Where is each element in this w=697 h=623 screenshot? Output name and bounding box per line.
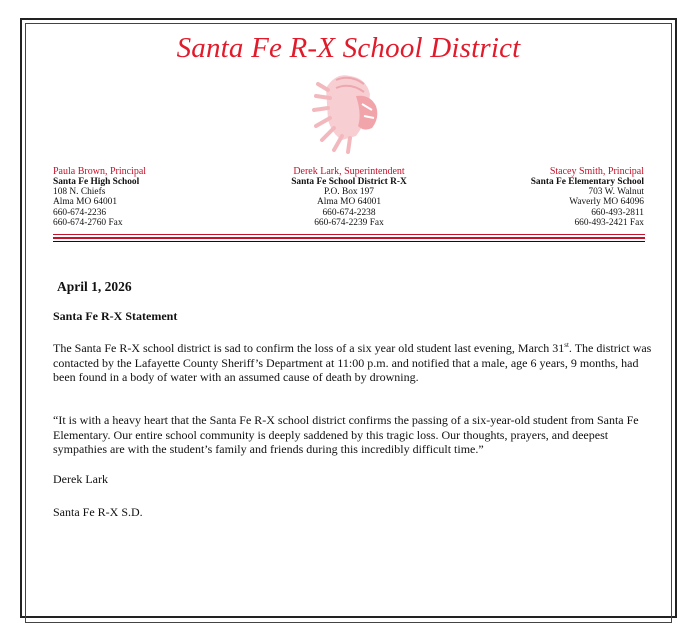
- letterhead-divider: [53, 237, 645, 239]
- contact-block-district: [249, 166, 449, 228]
- contact-address-line-2: Waverly MO 64096: [569, 197, 644, 208]
- contact-phone: 660-674-2238: [322, 207, 376, 218]
- contact-org: Santa Fe High School: [53, 177, 140, 187]
- contact-org: Santa Fe Elementary School: [530, 177, 644, 187]
- contact-name: Derek Lark, Superintendent: [293, 166, 405, 177]
- contact-block-elementary: [531, 166, 644, 228]
- contact-address-line-1: 108 N. Chiefs: [53, 187, 106, 198]
- contact-fax: 660-674-2239 Fax: [314, 217, 384, 228]
- paragraph-text: . The district was contacted by the Lafayette County Sheriff’s Department at 11:00 p.m. and notified that a male, age 6 years, 9 months, had been found in a body of water with an assumed cause of death by drowning.: [53, 341, 652, 385]
- contact-block-high-school: [53, 166, 146, 228]
- contact-fax: 660-493-2421 Fax: [574, 217, 644, 228]
- chief-headdress-logo: [306, 70, 392, 154]
- signer-name: Derek Lark: [53, 472, 108, 486]
- letterhead-divider: [53, 241, 645, 242]
- letter-date: April 1, 2026: [57, 279, 132, 294]
- statement-paragraph-1: [53, 341, 653, 385]
- contact-org: Santa Fe School District R-X: [291, 177, 407, 187]
- contact-address-line-2: Alma MO 64001: [53, 197, 118, 208]
- district-title: Santa Fe R-X School District: [176, 32, 521, 64]
- contact-address-line-1: P.O. Box 197: [323, 187, 374, 198]
- contact-name: Stacey Smith, Principal: [549, 166, 644, 177]
- statement-heading: Santa Fe R-X Statement: [53, 309, 178, 323]
- statement-paragraph-2: “It is with a heavy heart that the Santa Fe R-X school district confirms the passing of a six-year-old student from Santa Fe Elementary. Our entire school community is deeply saddened by this tragic loss. Our thoughts, prayers, and deepest sympathies are with the student’s family and friends during this incredibly difficult time.”: [53, 413, 639, 457]
- paragraph-text: The Santa Fe R-X school district is sad to confirm the loss of a six year old student last evening, March 31: [53, 341, 565, 355]
- contact-name: Paula Brown, Principal: [53, 166, 147, 177]
- contact-address-line-1: 703 W. Walnut: [588, 187, 644, 198]
- contact-fax: 660-674-2760 Fax: [53, 217, 123, 228]
- signer-organization: Santa Fe R-X S.D.: [53, 505, 143, 519]
- contact-phone: 660-493-2811: [591, 207, 644, 218]
- contact-address-line-2: Alma MO 64001: [316, 197, 382, 208]
- letterhead-divider: [53, 234, 645, 235]
- contact-phone: 660-674-2236: [53, 207, 107, 218]
- ordinal-suffix: st: [564, 341, 569, 349]
